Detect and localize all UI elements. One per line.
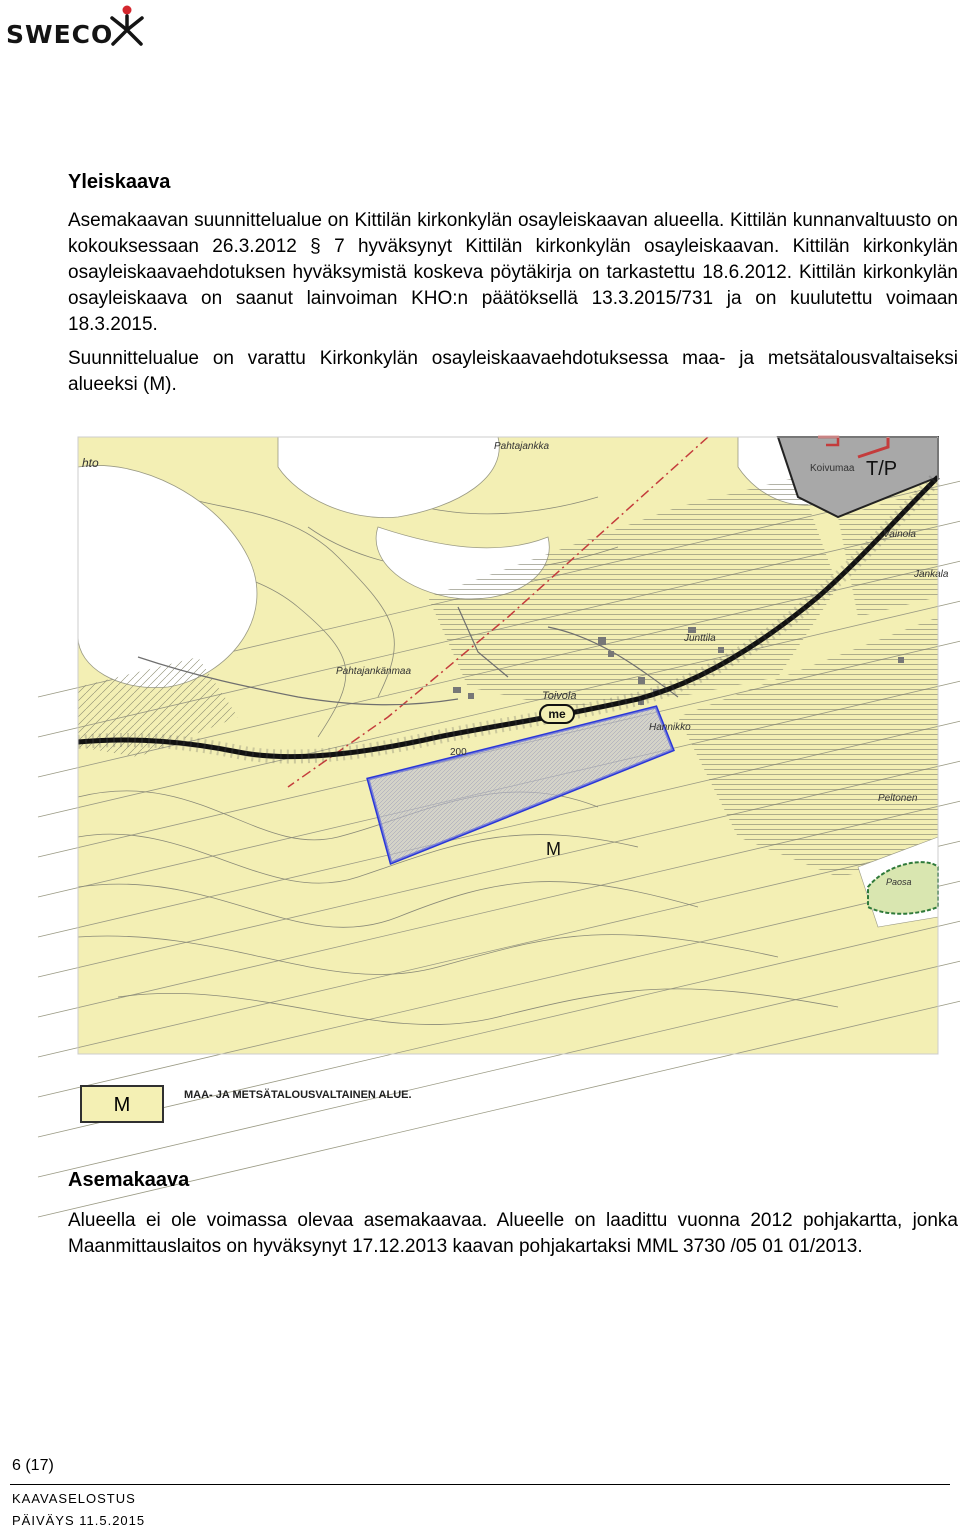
me-symbol-label: me [548, 707, 566, 721]
label-vainola: Vainola [883, 529, 916, 540]
label-junttila: Junttila [684, 633, 716, 644]
section-heading-yleiskaava: Yleiskaava [68, 171, 171, 193]
label-elevation: 200 [450, 747, 467, 758]
label-pellot: Peltonen [878, 793, 918, 804]
label-toivola: Toivola [542, 690, 577, 702]
label-hannikko: Hannikko [649, 722, 691, 733]
yleiskaava-paragraph-1: Asemakaavan suunnittelualue on Kittilän kirkonkylän osayleiskaavan alueella. Kittilän kunnanvaltuusto on kokouksessaan 26.3.2012 § 7 hyväksynyt Kittilän kirkonkylän osayleiskaavan. Kittilän kirkonkylän osayleiskaavaehdotuksen hyväksymistä koskeva pöytäkirja on tarkastettu 18.6.2012. Kittilän kirkonkylän osayleiskaava on saanut lainvoiman KHO:n päätöksellä 13.3.2015/731 ja on kuulutettu voimaan 18.3.2015. [68, 210, 958, 335]
footer-date: PÄIVÄYS 11.5.2015 [12, 1513, 146, 1528]
map-drawing [78, 437, 949, 1054]
label-pahtajanmaa: Pahtajankänmaa [336, 666, 412, 677]
map-legend [80, 1085, 640, 1131]
zone-m-label: M [546, 839, 561, 859]
footer-document-name: KAAVASELOSTUS [12, 1491, 136, 1506]
section-heading-asemakaava: Asemakaava [68, 1169, 190, 1191]
sweco-star-icon [108, 4, 146, 48]
label-jankala: Jankala [914, 569, 949, 580]
logo-text: SWECO [6, 20, 114, 49]
yleiskaava-paragraph-2: Suunnittelualue on varattu Kirkonkylän osayleiskaavaehdotuksessa maa- ja metsätalousvaltaiseksi alueeksi (M). [68, 348, 958, 395]
legend-symbol-m: M [80, 1085, 164, 1123]
tp-place-label: Koivumaa [810, 463, 855, 474]
legend-label: MAA- JA METSÄTALOUSVALTAINEN ALUE. [184, 1089, 412, 1101]
tp-label: T/P [866, 458, 898, 480]
label-nw-fragment: hto [82, 456, 99, 470]
me-symbol [540, 705, 574, 723]
footer-divider [10, 1484, 950, 1485]
page-number: 6 (17) [12, 1457, 54, 1474]
label-top-name: Pahtajankka [494, 441, 550, 452]
asemakaava-paragraph-1: Alueella ei ole voimassa olevaa asemakaavaa. Alueelle on laadittu vuonna 2012 pohjakartta, jonka Maanmittauslaitos on hyväksynyt 17.12.2013 kaavan pohjakartaksi MML 3730 /05 01 01/2013. [68, 1210, 958, 1257]
sweco-logo [6, 4, 146, 48]
label-paosa: Paosa [886, 877, 912, 887]
osayleiskaava-map [78, 437, 949, 1054]
